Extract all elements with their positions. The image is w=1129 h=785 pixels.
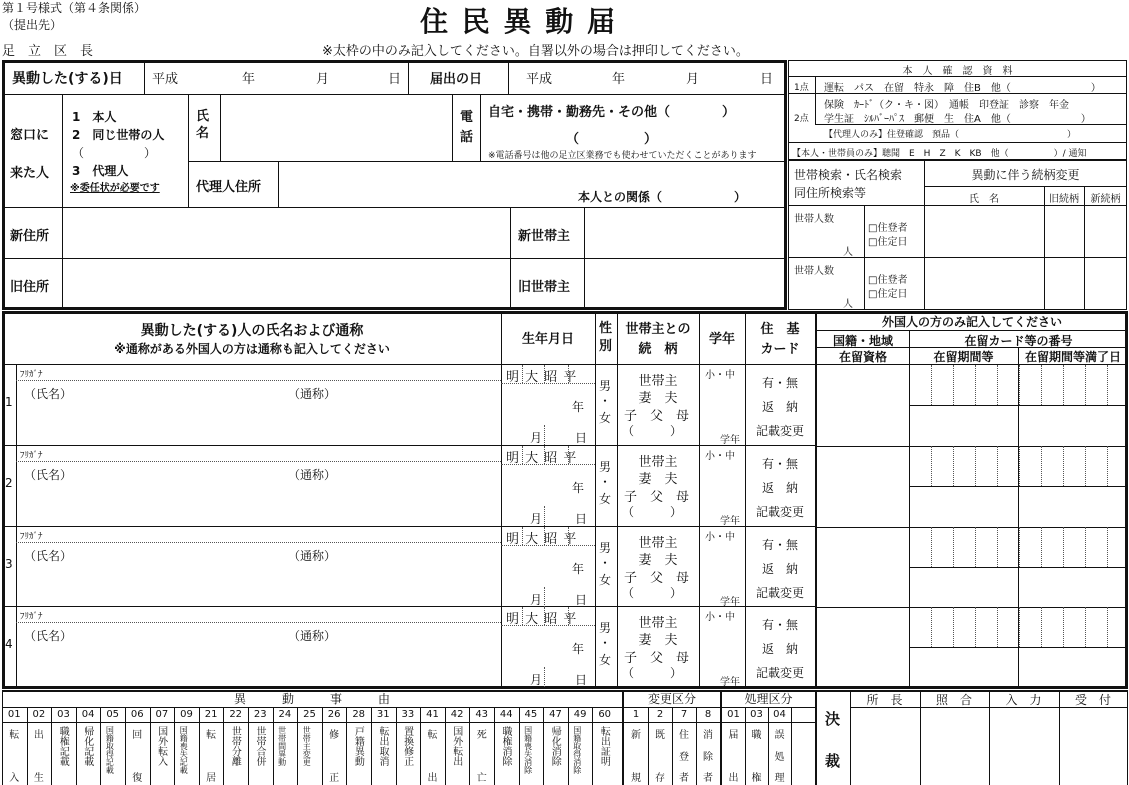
approval-stamp-box[interactable] [991,710,1056,782]
furigana-label: ﾌﾘｶﾞﾅ [20,532,43,542]
nationality-input[interactable] [818,446,908,526]
reason-code: 31 [376,709,390,720]
sex-female[interactable]: 女 [599,573,612,587]
reason-code: 02 [32,709,46,720]
row-number: 1 [5,395,13,409]
reason-item[interactable]: 国籍取得消除 [572,726,582,774]
reason-item[interactable]: 転 [427,730,438,741]
person-name-input[interactable] [20,383,498,441]
sex-male[interactable]: 男 [599,621,612,635]
person-name-label: （氏名） [24,629,73,643]
residence-period-input[interactable] [910,568,1017,606]
reason-item[interactable]: 国外転出 [450,726,462,766]
process-item[interactable]: 職 [751,730,762,741]
reason-code: 21 [204,709,218,720]
furigana-label: ﾌﾘｶﾞﾅ [20,451,43,461]
persons-header: 異動した(する)人の氏名および通称 [140,323,364,339]
sex-male[interactable]: 男 [599,541,612,555]
approval-label: 入 力 [1005,693,1042,707]
era-select[interactable]: 明 大 昭 平 [506,370,578,385]
moved-date-label: 異動した(する)日 [12,71,123,87]
reason-code: 22 [229,709,243,720]
reason-code: 47 [549,709,562,720]
reason-code: 49 [573,709,587,720]
school-type[interactable]: 小・中 [705,532,735,543]
reason-item[interactable]: 国籍喪失記載 [179,726,189,774]
reason-code: 44 [499,709,513,720]
reason-code: 04 [81,709,95,720]
representative-name-input[interactable] [224,98,448,158]
alias-label: （通称） [288,468,337,482]
residence-period-input[interactable] [910,487,1017,525]
new-head-label: 新世帯主 [518,229,571,244]
reason-code: 42 [450,709,464,720]
sex-male[interactable]: 男 [599,460,612,474]
person-name-label: （氏名） [24,549,73,563]
reason-item[interactable]: 世帯合併 [254,726,265,766]
reason-item[interactable]: 置換修正 [401,726,413,766]
reasons-title: 異 動 事 由 [233,692,390,706]
form-number: 第１号様式（第４条関係） [2,1,147,15]
foreign-title: 外国人の方のみ記入してください [881,315,1062,329]
form-title: 住 民 異 動 届 [420,5,617,38]
alias-label: （通称） [288,387,337,401]
school-type[interactable]: 小・中 [705,612,735,623]
reason-code: 41 [426,709,439,720]
reason-code: 33 [401,709,415,720]
reason-item[interactable]: 国籍取得記載 [105,726,115,774]
era-select[interactable]: 明 大 昭 平 [506,451,578,466]
card-status[interactable]: 有・無 [761,457,798,471]
checkbox-planned-2[interactable]: □住定日 [868,289,908,300]
residence-expiry-input[interactable] [1019,487,1127,525]
school-type[interactable]: 小・中 [705,451,735,462]
row-number: 2 [5,476,13,490]
reason-code: 28 [352,709,366,720]
counter-label: 窓口に [10,128,50,143]
id-check-2pt[interactable]: 保険 ｶｰﾄﾞ（ク・キ・図） 通帳 印登証 診察 年金 [824,100,1069,111]
phone-input[interactable]: （ ） [566,132,658,147]
relation-field[interactable]: 本人との関係（ ） [578,190,747,204]
reason-code: 05 [106,709,120,720]
reason-item[interactable]: 転 [9,730,20,741]
sex-female[interactable]: 女 [599,653,612,667]
new-address-label: 新住所 [10,229,50,244]
reason-item[interactable]: 国籍喪失消除 [523,726,533,774]
sex-male[interactable]: 男 [599,379,612,393]
process-item[interactable]: 届 [728,730,739,741]
old-address-label: 旧住所 [10,280,50,295]
reason-code: 07 [155,709,169,720]
residence-expiry-input[interactable] [1019,568,1127,606]
submit-to-label: （提出先） [2,18,63,32]
reason-item[interactable]: 職権消除 [500,726,511,766]
filed-date-label: 届出の日 [430,72,483,87]
reason-item[interactable]: 転出証明 [598,726,610,766]
reason-code: 43 [475,709,489,720]
reason-item[interactable]: 修 [329,730,340,741]
nationality-input[interactable] [818,365,908,445]
reason-item[interactable]: 世帯主変更 [302,726,312,766]
phone-type-options[interactable]: 自宅・携帯・勤務先・その他（ ） [488,105,736,120]
relation-head[interactable]: 世帯主 [638,455,678,470]
change-item[interactable]: 消 [703,730,713,741]
option-proxy[interactable]: 3 代理人 [72,164,129,178]
residence-expiry-input[interactable] [1019,648,1127,686]
person-name-label: （氏名） [24,387,73,401]
reason-item[interactable]: 戸籍異動 [352,726,364,766]
filed-date-input[interactable] [514,64,782,90]
alias-label: （通称） [288,629,337,643]
old-head-label: 旧世帯主 [518,280,571,295]
era-select[interactable]: 明 大 昭 平 [506,612,578,627]
residence-period-input[interactable] [910,406,1017,444]
change-code: 1 [632,709,640,720]
option-self[interactable]: 1 本人 [72,110,117,124]
reason-item[interactable]: 死 [476,730,487,741]
nationality-input[interactable] [818,607,908,687]
sex-female[interactable]: 女 [599,411,612,425]
school-type[interactable]: 小・中 [705,370,735,381]
reason-item[interactable]: 回 [132,730,143,741]
residence-period-input[interactable] [910,648,1017,686]
checkbox-planned-1[interactable]: □住定日 [868,237,908,248]
row-number: 4 [5,637,13,651]
office-name: 足 立 区 長 [2,44,94,59]
change-item[interactable]: 住 [679,730,689,741]
change-item[interactable]: 新 [631,730,641,741]
approval-stamp-box[interactable] [852,710,917,782]
change-code: 7 [680,709,688,720]
era-select[interactable]: 明 大 昭 平 [506,532,578,547]
reason-item[interactable]: 職権記載 [57,726,69,766]
instruction-notice: ※太枠の中のみ記入してください。自署以外の場合は押印してください。 [322,44,749,59]
relation-head[interactable]: 世帯主 [638,374,678,389]
change-code: 2 [656,709,664,720]
furigana-label: ﾌﾘｶﾞﾅ [20,370,43,380]
card-status[interactable]: 有・無 [761,538,798,552]
reason-item[interactable]: 帰化消除 [549,726,561,766]
new-address-input[interactable] [66,211,506,255]
id-check-1pt[interactable]: 運転 パス 在留 特永 障 住B 他（ ） [824,83,1101,94]
checkbox-registered-1[interactable]: □住登者 [868,223,908,234]
approval-label: 照 合 [935,693,972,707]
change-item[interactable]: 既 [655,730,665,741]
reason-code: 26 [327,709,341,720]
old-head-input[interactable] [588,262,782,306]
reason-code: 06 [130,709,144,720]
person-name-input[interactable] [20,625,498,683]
row-number: 3 [5,557,13,571]
approval-label: 所 長 [866,693,903,707]
option-household[interactable]: 2 同じ世帯の人 [72,128,165,142]
reason-item[interactable]: 世帯間異動 [277,726,287,766]
reason-code: 01 [7,709,21,720]
checkbox-registered-2[interactable]: □住登者 [868,275,908,286]
nationality-input[interactable] [818,527,908,607]
reason-code: 25 [303,709,316,720]
reason-item[interactable]: 帰化記載 [81,726,93,766]
change-code: 8 [704,709,712,720]
process-code: 03 [750,709,763,720]
reason-code: 60 [598,709,612,720]
reason-code: 09 [180,709,193,720]
reason-item[interactable]: 転出取消 [377,726,388,766]
reason-code: 03 [57,709,70,720]
relation-head[interactable]: 世帯主 [638,616,678,631]
reason-item[interactable]: 世帯分離 [229,726,241,766]
id-check-proxy[interactable]: 【代理人のみ】住登確認 預品（ ） [824,130,1077,140]
person-name-input[interactable] [20,464,498,522]
process-item[interactable]: 誤 [774,730,785,741]
card-status[interactable]: 有・無 [761,618,798,632]
reason-item[interactable]: 転 [206,730,217,741]
new-head-input[interactable] [588,211,782,255]
reason-code: 45 [524,709,538,720]
alias-label: （通称） [288,549,337,563]
process-code: 04 [773,709,786,720]
id-check-hearing[interactable]: 【本人・世帯員のみ】聴聞 E H Z K KB 他（ ）/ 通知 [792,149,1087,159]
reason-code: 24 [278,709,292,720]
phone-label: 電話 [460,110,474,145]
moved-date-input[interactable] [150,64,405,90]
approval-stamp-box[interactable] [922,710,987,782]
approval-label: 受 付 [1074,693,1111,707]
card-status[interactable]: 有・無 [761,376,798,390]
person-name-input[interactable] [20,545,498,603]
reason-item[interactable]: 出 [33,730,44,741]
reason-item[interactable]: 国外転入 [155,726,167,766]
person-name-label: （氏名） [24,468,73,482]
name-label: 氏名 [196,109,210,141]
old-address-input[interactable] [66,262,506,306]
reason-code: 23 [253,709,267,720]
sex-female[interactable]: 女 [599,492,612,506]
furigana-label: ﾌﾘｶﾞﾅ [20,612,43,622]
residence-expiry-input[interactable] [1019,406,1127,444]
proxy-address-label: 代理人住所 [196,180,262,195]
kessai-label: 決 [825,710,841,728]
process-code: 01 [727,709,740,720]
approval-stamp-box[interactable] [1061,710,1126,782]
relation-head[interactable]: 世帯主 [638,536,678,551]
